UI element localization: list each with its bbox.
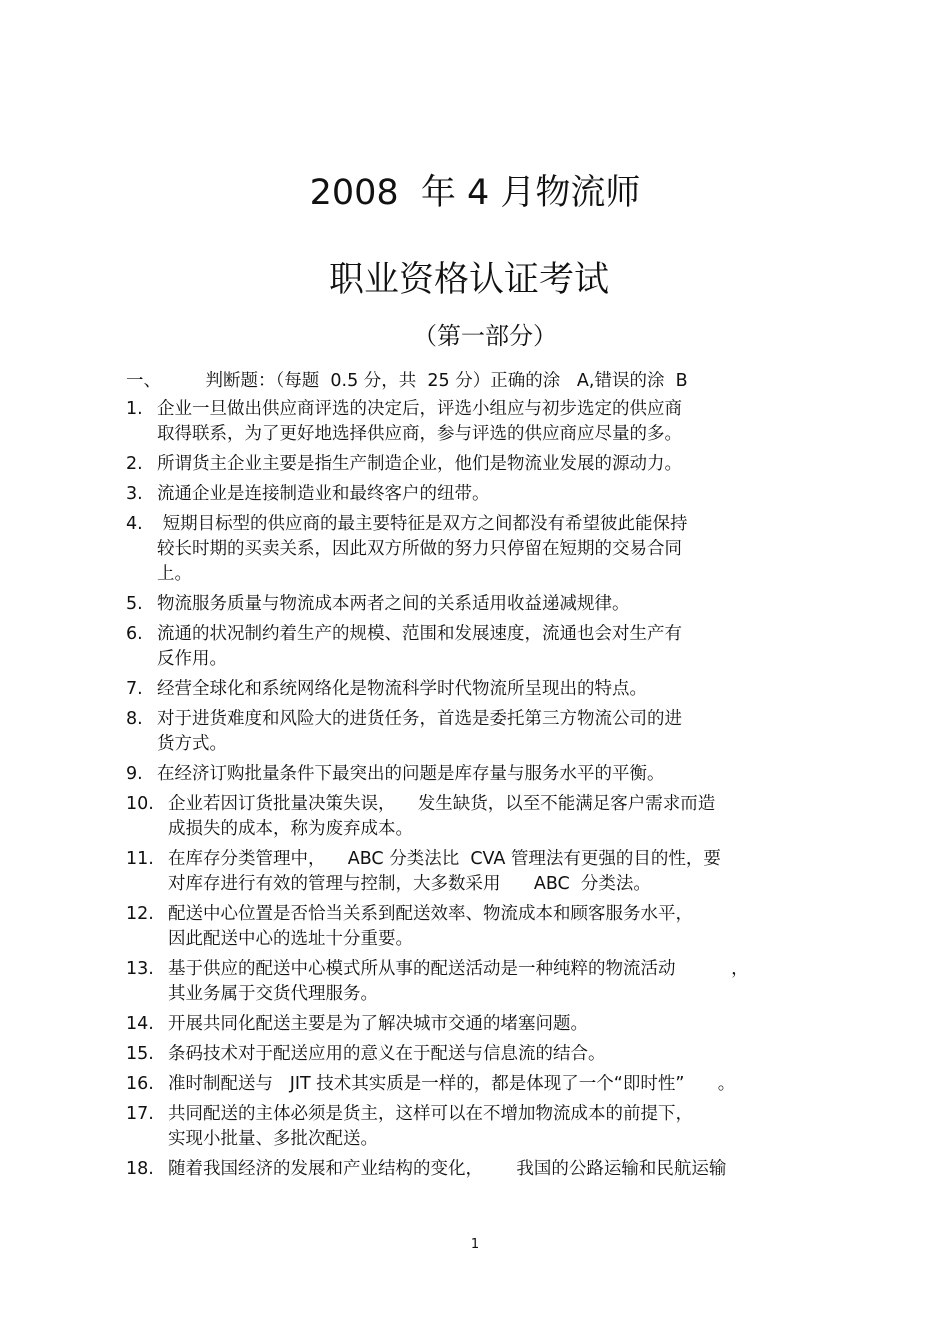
question-number: 2.: [126, 454, 143, 474]
question-number: 6.: [126, 624, 143, 644]
question-item: [126, 677, 846, 702]
question-item: [126, 1042, 846, 1067]
question-text-line: 企业一旦做出供应商评选的决定后，评选小组应与初步选定的供应商: [157, 399, 682, 419]
question-number: 15.: [126, 1044, 154, 1064]
question-text-line: 开展共同化配送主要是为了解决城市交通的堵塞问题。: [168, 1014, 588, 1034]
question-text-line: 货方式。: [157, 734, 227, 754]
question-item: [126, 902, 846, 952]
question-item: [126, 1072, 846, 1097]
section-text: 判断题：（每题 0.5 分，共 25 分）正确的涂 A,错误的涂 B: [205, 371, 688, 391]
question-item: [126, 622, 846, 672]
question-item: [126, 1102, 846, 1152]
question-number: 12.: [126, 904, 154, 924]
question-item: [126, 1157, 846, 1182]
question-item: [126, 512, 846, 587]
question-text-line: 在库存分类管理中， ABC 分类法比 CVA 管理法有更强的目的性，要: [168, 849, 721, 869]
question-text-line: 较长时期的买卖关系，因此双方所做的努力只停留在短期的交易合同: [157, 539, 682, 559]
question-number: 14.: [126, 1014, 154, 1034]
question-text-line: 对库存进行有效的管理与控制，大多数采用 ABC 分类法。: [168, 874, 651, 894]
question-number: 17.: [126, 1104, 154, 1124]
question-item: [126, 707, 846, 757]
question-text-line: 经营全球化和系统网络化是物流科学时代物流所呈现出的特点。: [157, 679, 647, 699]
question-text-line: 流通企业是连接制造业和最终客户的纽带。: [157, 484, 490, 504]
question-item: [126, 792, 846, 842]
question-number: 16.: [126, 1074, 154, 1094]
question-number: 1.: [126, 399, 143, 419]
section-heading: [126, 367, 688, 392]
question-item: [126, 592, 846, 617]
question-text-line: 其业务属于交货代理服务。: [168, 984, 378, 1004]
question-text-line: 所谓货主企业主要是指生产制造企业，他们是物流业发展的源动力。: [157, 454, 682, 474]
question-text-line: 配送中心位置是否恰当关系到配送效率、物流成本和顾客服务水平，: [168, 904, 693, 924]
question-item: [126, 482, 846, 507]
question-text-line: 在经济订购批量条件下最突出的问题是库存量与服务水平的平衡。: [157, 764, 665, 784]
page-number: 1: [470, 1237, 480, 1252]
question-list: [126, 397, 846, 1187]
question-number: 8.: [126, 709, 143, 729]
question-number: 7.: [126, 679, 143, 699]
question-item: [126, 847, 846, 897]
question-text-line: 基于供应的配送中心模式所从事的配送活动是一种纯粹的物流活动 ，: [168, 959, 749, 979]
question-text-line: 共同配送的主体必须是货主，这样可以在不增加物流成本的前提下，: [168, 1104, 693, 1124]
question-item: [126, 452, 846, 477]
question-text-line: 短期目标型的供应商的最主要特征是双方之间都没有希望彼此能保持: [157, 514, 688, 534]
question-number: 9.: [126, 764, 143, 784]
question-text-line: 流通的状况制约着生产的规模、范围和发展速度，流通也会对生产有: [157, 624, 682, 644]
question-text-line: 成损失的成本，称为废弃成本。: [168, 819, 413, 839]
question-text-line: 上。: [157, 564, 192, 584]
question-number: 5.: [126, 594, 143, 614]
question-number: 13.: [126, 959, 154, 979]
question-number: 18.: [126, 1159, 154, 1179]
question-text-line: 取得联系，为了更好地选择供应商，参与评选的供应商应尽量的多。: [157, 424, 682, 444]
question-text-line: 实现小批量、多批次配送。: [168, 1129, 378, 1149]
question-item: [126, 957, 846, 1007]
question-text-line: 因此配送中心的选址十分重要。: [168, 929, 413, 949]
question-text-line: 随着我国经济的发展和产业结构的变化， 我国的公路运输和民航运输: [168, 1159, 727, 1179]
question-text-line: 企业若因订货批量决策失误， 发生缺货，以至不能满足客户需求而造: [168, 794, 716, 814]
section-number: 一、: [126, 371, 161, 391]
question-number: 3.: [126, 484, 143, 504]
document-title: 2008 年 4 月物流师: [309, 173, 641, 213]
question-number: 11.: [126, 849, 154, 869]
question-text-line: 准时制配送与 JIT 技术其实质是一样的，都是体现了一个“即时性” 。: [168, 1074, 736, 1094]
question-text-line: 条码技术对于配送应用的意义在于配送与信息流的结合。: [168, 1044, 606, 1064]
question-number: 10.: [126, 794, 154, 814]
part-label: （第一部分）: [413, 322, 557, 350]
question-text-line: 反作用。: [157, 649, 227, 669]
question-number: 4.: [126, 514, 143, 534]
document-subtitle: 职业资格认证考试: [328, 260, 609, 300]
question-item: [126, 1012, 846, 1037]
question-item: [126, 397, 846, 447]
question-text-line: 物流服务质量与物流成本两者之间的关系适用收益递减规律。: [157, 594, 630, 614]
question-text-line: 对于进货难度和风险大的进货任务，首选是委托第三方物流公司的进: [157, 709, 682, 729]
question-item: [126, 762, 846, 787]
